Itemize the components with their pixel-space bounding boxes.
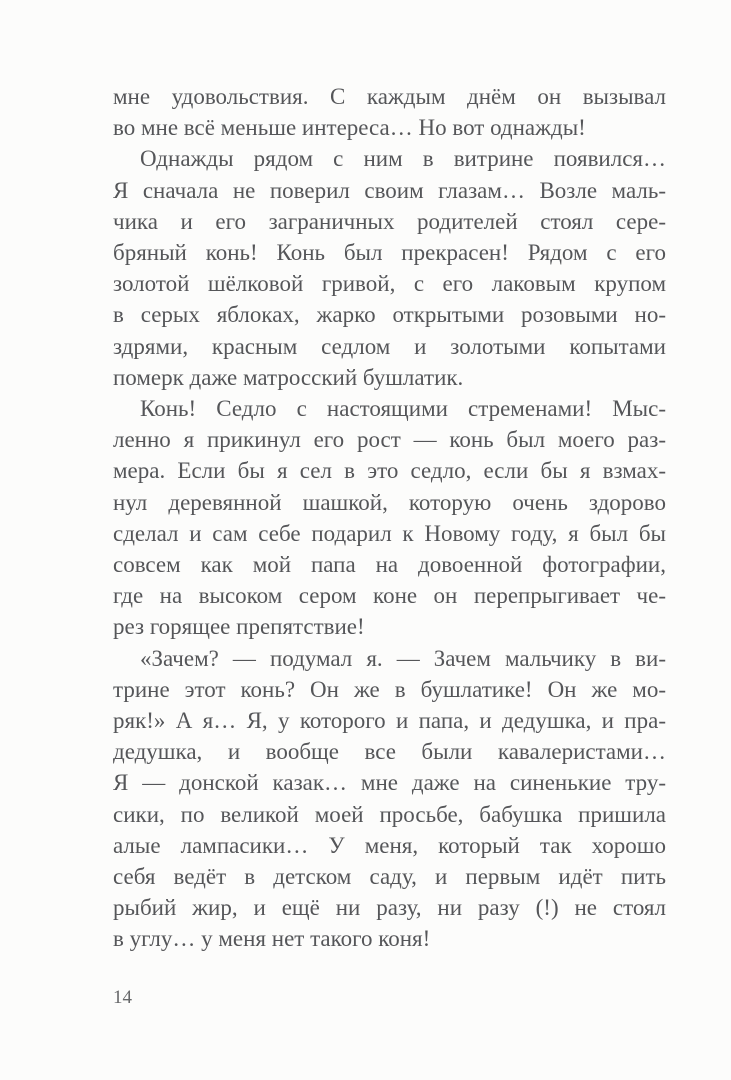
text-line: совсем как мой папа на довоенной фотографии, — [113, 552, 666, 578]
text-line: померк даже матросский бушлатик. — [113, 364, 464, 390]
text-line: ряк!» А я… Я, у которого и папа, и дедушка, и пра- — [113, 708, 666, 734]
text-line: мне удовольствия. С каждым днём он вызывал — [113, 84, 666, 109]
text-line: нул деревянной шашкой, которую очень здорово — [113, 489, 666, 515]
text-line: в углу… у меня нет такого коня! — [113, 926, 431, 952]
page-number: 14 — [113, 987, 132, 1008]
text-line: в серых яблоках, жарко открытыми розовыми но- — [113, 302, 666, 328]
text-line: здрями, красным седлом и золотыми копытами — [113, 333, 666, 359]
text-line: во мне всё меньше интереса… Но вот однажды! — [113, 115, 586, 141]
text-line: Конь! Седло с настоящими стременами! Мыс- — [140, 396, 666, 422]
text-line: бряный конь! Конь был прекрасен! Рядом с его — [113, 240, 666, 266]
text-line: себя ведёт в детском саду, и первым идёт пить — [113, 864, 666, 890]
text-line: золотой шёлковой гривой, с его лаковым крупом — [113, 271, 666, 297]
text-line: Я — донской казак… мне даже на синенькие тру- — [113, 770, 666, 796]
paragraph — [113, 81, 666, 143]
text-line: рез горящее препятствие! — [113, 614, 365, 640]
paragraph — [113, 143, 666, 393]
text-line: дедушка, и вообще все были кавалеристами… — [113, 739, 666, 765]
paragraph — [113, 393, 666, 643]
text-line: где на высоком сером коне он перепрыгивает че- — [113, 583, 666, 609]
text-line: Однажды рядом с ним в витрине появился… — [140, 146, 666, 172]
text-line: Я сначала не поверил своим глазам… Возле маль- — [113, 177, 666, 203]
paragraph — [113, 643, 666, 955]
text-line: чика и его заграничных родителей стоял сере- — [113, 208, 666, 234]
text-line: ленно я прикинул его рост — конь был моего раз- — [113, 427, 666, 453]
text-line: сделал и сам себе подарил к Новому году, я был бы — [113, 520, 666, 546]
text-line: сики, по великой моей просьбе, бабушка пришила — [113, 801, 666, 827]
text-line: рыбий жир, и ещё ни разу, ни разу (!) не стоял — [113, 895, 666, 921]
text-line: мера. Если бы я сел в это седло, если бы я взмах- — [113, 458, 666, 484]
text-line: «Зачем? — подумал я. — Зачем мальчику в ви- — [140, 645, 666, 671]
page-text — [113, 81, 666, 955]
text-line: трине этот конь? Он же в бушлатике! Он же мо- — [113, 676, 666, 702]
text-line: алые лампасики… У меня, который так хорошо — [113, 832, 666, 858]
